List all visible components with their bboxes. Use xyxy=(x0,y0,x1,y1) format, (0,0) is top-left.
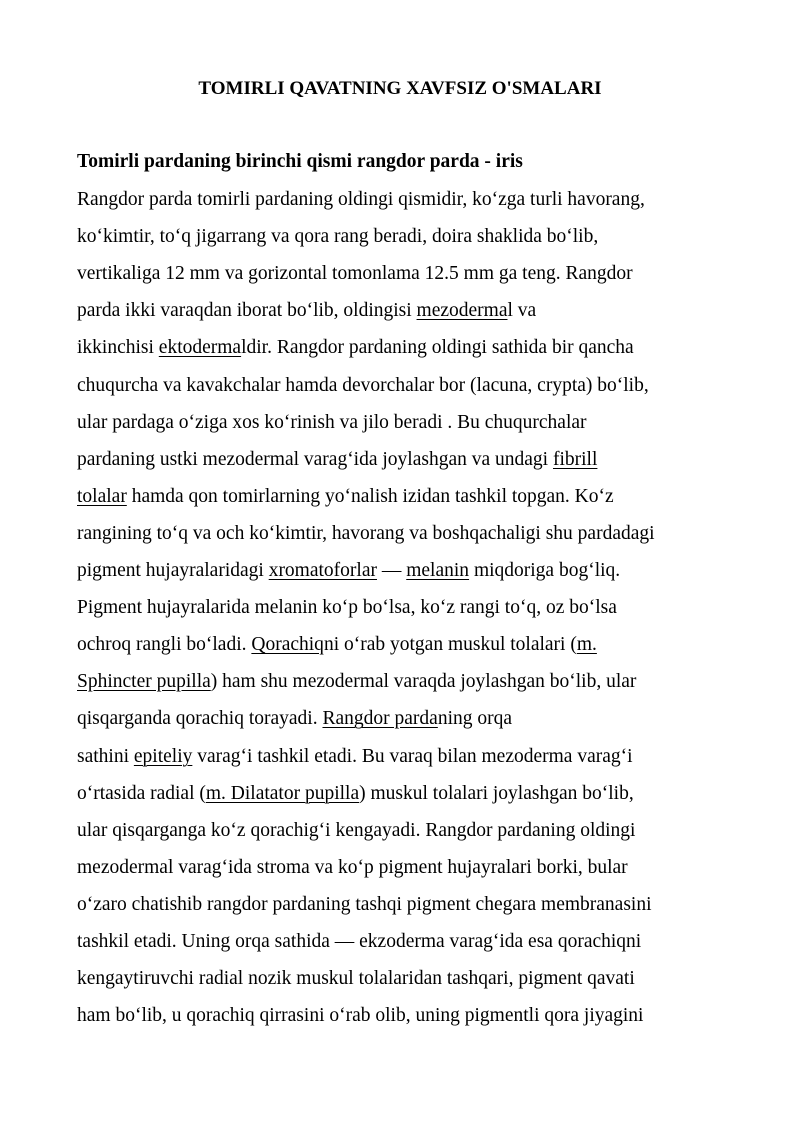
text-span: pigment hujayralaridagi xyxy=(77,560,269,581)
body-line xyxy=(77,335,634,361)
underlined-term[interactable]: Sphincter pupilla xyxy=(77,671,211,693)
text-span: ning orqa xyxy=(437,708,513,730)
text-span: ko‘kimtir, to‘q jigarrang va qora rang beradi, doira shaklida bo‘lib, xyxy=(77,226,599,248)
underlined-term[interactable]: ektoderma xyxy=(158,337,242,359)
body-line xyxy=(77,410,587,436)
body-line xyxy=(77,818,635,844)
body-line xyxy=(77,706,512,732)
text-span: pardaning ustki mezodermal varag‘ida joylashgan va undagi xyxy=(77,448,553,470)
text-span: o‘rtasida radial ( xyxy=(77,782,206,804)
underlined-term[interactable]: m. Dilatator pupilla xyxy=(205,782,360,804)
body-line xyxy=(77,744,633,770)
body-line xyxy=(77,558,620,584)
underlined-term[interactable]: fibrill xyxy=(552,448,598,470)
document-title: TOMIRLI QAVATNING XAVFSIZ O'SMALARI xyxy=(198,78,602,99)
underlined-term[interactable]: Qorachiq xyxy=(251,634,324,656)
text-span: chuqurcha va kavakchalar hamda devorchalar bor (lacuna, crypta) bo‘lib, xyxy=(77,374,649,396)
text-span: vertikaliga 12 mm va gorizontal tomonlama 12.5 mm ga teng. Rangdor xyxy=(77,263,633,285)
text-span: varag‘i tashkil etadi. Bu varaq bilan mezoderma varag‘i xyxy=(192,745,633,767)
text-span: miqdoriga bog‘liq. xyxy=(469,560,621,581)
text-span: ular qisqarganga ko‘z qorachig‘i kengayadi. Rangdor pardaning oldingi xyxy=(77,819,636,841)
text-span: — xyxy=(376,560,407,581)
body-line xyxy=(77,855,628,881)
body-line xyxy=(77,187,645,213)
text-span: parda ikki varaqdan iborat bo‘lib, oldingisi xyxy=(77,300,417,322)
text-span: ) muskul tolalari joylashgan bo‘lib, xyxy=(359,782,634,804)
body-line xyxy=(77,892,652,918)
text-span: Pigment hujayralarida melanin ko‘p bo‘lsa, ko‘z rangi to‘q, oz bo‘lsa xyxy=(77,597,617,619)
text-span: rangining to‘q va och ko‘kimtir, havorang va boshqachaligi shu pardadagi xyxy=(77,522,655,544)
text-span: ular pardaga o‘ziga xos ko‘rinish va jilo beradi . Bu chuqurchalar xyxy=(77,411,587,433)
body-line xyxy=(77,669,636,695)
underlined-term[interactable]: xromatoforlar xyxy=(268,560,377,581)
body-line xyxy=(77,261,633,287)
text-span: ham bo‘lib, u qorachiq qirrasini o‘rab olib, uning pigmentli qora jiyagini xyxy=(77,1005,644,1027)
underlined-term[interactable]: melanin xyxy=(406,560,470,581)
text-span: ochroq rangli bo‘ladi. xyxy=(77,634,252,656)
body-line xyxy=(77,224,598,250)
body-line xyxy=(77,1003,643,1029)
body-line xyxy=(77,929,641,955)
text-span: ) ham shu mezodermal varaqda joylashgan bo‘lib, ular xyxy=(210,671,637,693)
text-span: qisqarganda qorachiq torayadi. xyxy=(77,708,323,730)
underlined-term[interactable]: tolalar xyxy=(77,485,127,507)
body-line xyxy=(77,632,597,658)
body-line xyxy=(77,298,536,324)
underlined-term[interactable]: mezoderma xyxy=(416,300,508,322)
text-span: sathini xyxy=(77,745,134,767)
body-line xyxy=(77,447,597,473)
text-span: ni o‘rab yotgan muskul tolalari ( xyxy=(323,634,577,656)
text-span: ldir. Rangdor pardaning oldingi sathida bir qancha xyxy=(241,337,634,359)
text-span: ikkinchisi xyxy=(77,337,159,359)
text-span: tashkil etadi. Uning orqa sathida — ekzoderma varag‘ida esa qorachiqni xyxy=(77,931,642,952)
body-line xyxy=(77,373,649,399)
underlined-term[interactable]: epiteliy xyxy=(133,745,193,767)
body-line xyxy=(77,521,655,547)
body-line xyxy=(77,484,614,510)
text-span: l va xyxy=(507,300,537,322)
text-span: mezodermal varag‘ida stroma va ko‘p pigment hujayralari borki, bular xyxy=(77,856,628,878)
text-span: Rangdor parda tomirli pardaning oldingi qismidir, ko‘zga turli havorang, xyxy=(77,189,645,210)
section-heading: Tomirli pardaning birinchi qismi rangdor parda - iris xyxy=(77,151,523,172)
text-span: kengaytiruvchi radial nozik muskul tolalaridan tashqari, pigment qavati xyxy=(77,968,635,990)
text-span: o‘zaro chatishib rangdor pardaning tashqi pigment chegara membranasini xyxy=(77,893,652,915)
body-line xyxy=(77,966,635,992)
underlined-term[interactable]: Rangdor parda xyxy=(322,708,438,730)
underlined-term[interactable]: m. xyxy=(576,634,597,656)
text-span: hamda qon tomirlarning yo‘nalish izidan tashkil topgan. Ko‘z xyxy=(126,485,614,507)
body-line xyxy=(77,595,617,621)
body-line xyxy=(77,781,634,807)
